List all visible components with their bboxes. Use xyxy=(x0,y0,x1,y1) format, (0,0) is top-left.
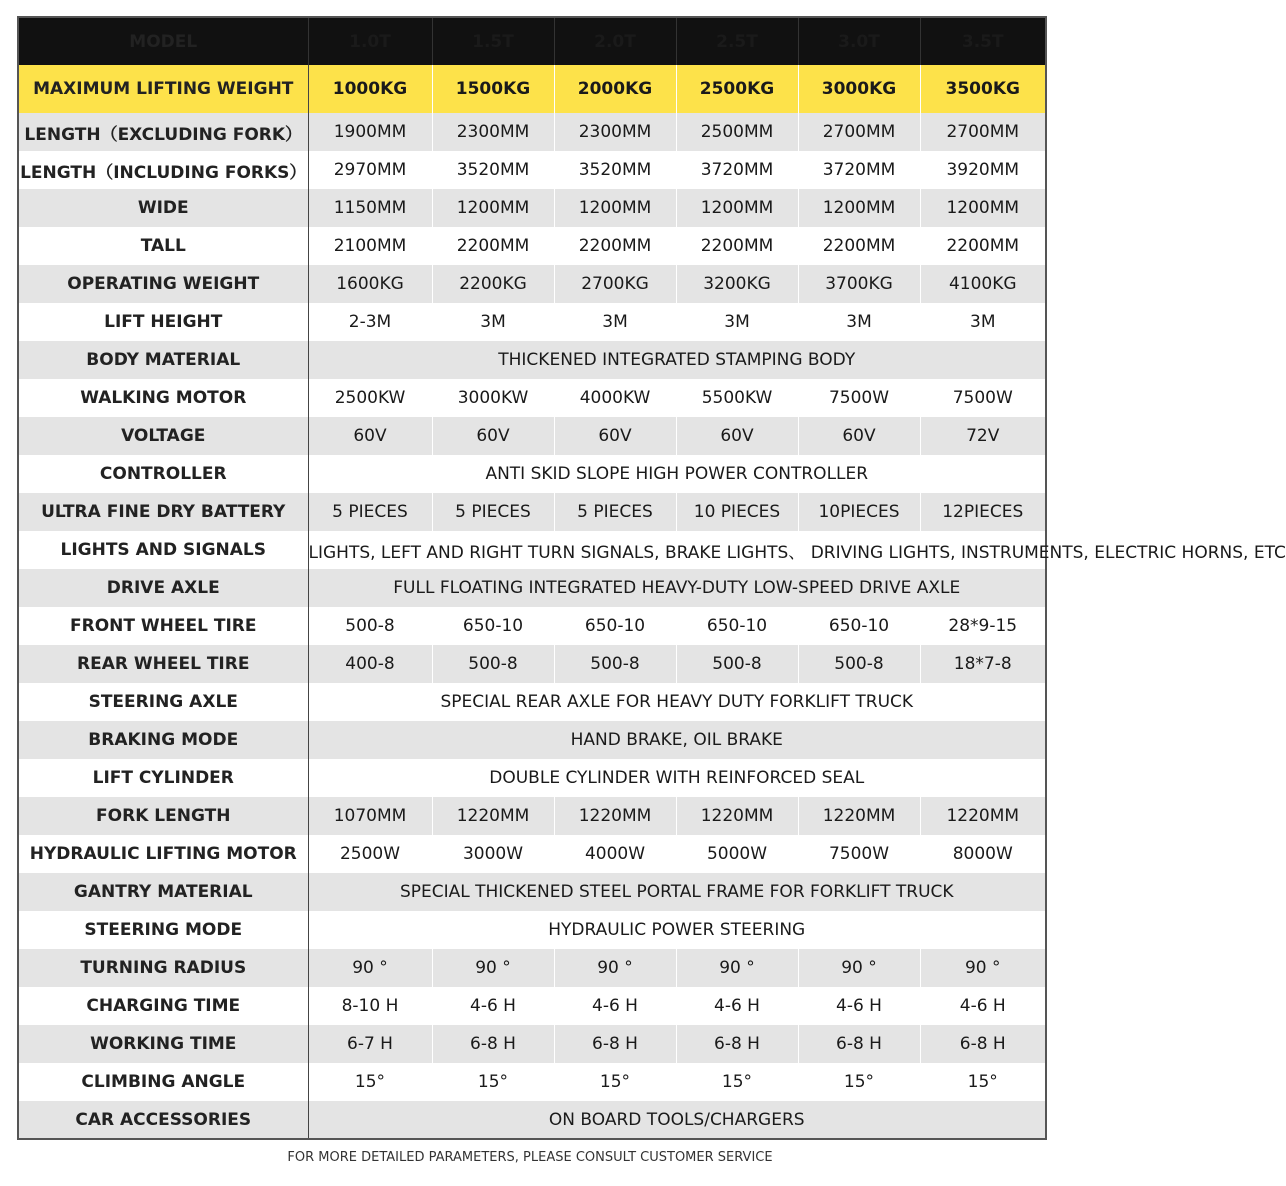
table-cell: 3M xyxy=(920,303,1046,341)
table-row xyxy=(18,1025,1046,1063)
table-cell: 3200KG xyxy=(676,265,798,303)
row-label: GANTRY MATERIAL xyxy=(18,873,308,911)
table-cell: 1500KG xyxy=(432,65,554,113)
table-cell: 90 ° xyxy=(308,949,432,987)
table-cell: 3520MM xyxy=(554,151,676,189)
table-row xyxy=(18,835,1046,873)
row-label: FORK LENGTH xyxy=(18,797,308,835)
table-cell: 60V xyxy=(554,417,676,455)
table-cell: 2-3M xyxy=(308,303,432,341)
table-cell: 1200MM xyxy=(554,189,676,227)
row-label: TALL xyxy=(18,227,308,265)
table-cell: 90 ° xyxy=(432,949,554,987)
model-header: 1.0T xyxy=(308,17,432,65)
row-label: FRONT WHEEL TIRE xyxy=(18,607,308,645)
table-cell: 4-6 H xyxy=(676,987,798,1025)
table-cell: 3720MM xyxy=(676,151,798,189)
table-row xyxy=(18,645,1046,683)
table-cell: 2500KG xyxy=(676,65,798,113)
row-label: ULTRA FINE DRY BATTERY xyxy=(18,493,308,531)
table-cell: 2200MM xyxy=(554,227,676,265)
table-cell: 90 ° xyxy=(676,949,798,987)
row-label: CLIMBING ANGLE xyxy=(18,1063,308,1101)
table-cell: 1900MM xyxy=(308,113,432,151)
row-label: REAR WHEEL TIRE xyxy=(18,645,308,683)
table-row xyxy=(18,607,1046,645)
table-cell: 3520MM xyxy=(432,151,554,189)
row-label: LENGTH（INCLUDING FORKS） xyxy=(18,151,308,189)
table-cell: 2200MM xyxy=(920,227,1046,265)
table-cell: 6-7 H xyxy=(308,1025,432,1063)
table-row xyxy=(18,113,1046,151)
row-label: WORKING TIME xyxy=(18,1025,308,1063)
row-label: LIFT CYLINDER xyxy=(18,759,308,797)
table-cell: 2200MM xyxy=(432,227,554,265)
table-cell: 90 ° xyxy=(798,949,920,987)
table-cell: 650-10 xyxy=(432,607,554,645)
row-label: BRAKING MODE xyxy=(18,721,308,759)
table-cell: 15° xyxy=(432,1063,554,1101)
row-label: WALKING MOTOR xyxy=(18,379,308,417)
spanned-cell: HYDRAULIC POWER STEERING xyxy=(308,911,1046,949)
table-row xyxy=(18,341,1046,379)
row-label: OPERATING WEIGHT xyxy=(18,265,308,303)
table-cell: 3M xyxy=(798,303,920,341)
table-row xyxy=(18,189,1046,227)
footer-note: FOR MORE DETAILED PARAMETERS, PLEASE CONSULT CUSTOMER SERVICE xyxy=(287,1150,773,1165)
table-cell: 1220MM xyxy=(432,797,554,835)
table-cell: 1600KG xyxy=(308,265,432,303)
table-cell: 1200MM xyxy=(920,189,1046,227)
model-header: 3.0T xyxy=(798,17,920,65)
model-header: 2.5T xyxy=(676,17,798,65)
table-cell: 60V xyxy=(308,417,432,455)
table-cell: 2700MM xyxy=(920,113,1046,151)
table-cell: 2500KW xyxy=(308,379,432,417)
table-cell: 1200MM xyxy=(798,189,920,227)
table-cell: 500-8 xyxy=(798,645,920,683)
table-cell: 10PIECES xyxy=(798,493,920,531)
table-cell: 2970MM xyxy=(308,151,432,189)
table-row xyxy=(18,987,1046,1025)
table-cell: 5 PIECES xyxy=(554,493,676,531)
table-cell: 15° xyxy=(308,1063,432,1101)
row-label: MAXIMUM LIFTING WEIGHT xyxy=(18,65,308,113)
table-cell: 60V xyxy=(676,417,798,455)
model-header: 1.5T xyxy=(432,17,554,65)
table-cell: 90 ° xyxy=(920,949,1046,987)
table-cell: 2500W xyxy=(308,835,432,873)
table-cell: 6-8 H xyxy=(432,1025,554,1063)
row-label: LENGTH（EXCLUDING FORK） xyxy=(18,113,308,151)
spanned-cell: LIGHTS, LEFT AND RIGHT TURN SIGNALS, BRAKE LIGHTS、 DRIVING LIGHTS, INSTRUMENTS, ELECTRIC HORNS, ETC xyxy=(308,531,1046,569)
table-row xyxy=(18,265,1046,303)
table-cell: 2000KG xyxy=(554,65,676,113)
table-cell: 1220MM xyxy=(554,797,676,835)
table-cell: 3720MM xyxy=(798,151,920,189)
table-row xyxy=(18,1063,1046,1101)
table-cell: 650-10 xyxy=(798,607,920,645)
table-cell: 2700MM xyxy=(798,113,920,151)
table-cell: 500-8 xyxy=(676,645,798,683)
model-header: 2.0T xyxy=(554,17,676,65)
table-row xyxy=(18,151,1046,189)
row-label: CONTROLLER xyxy=(18,455,308,493)
table-row xyxy=(18,911,1046,949)
table-row xyxy=(18,455,1046,493)
table-row xyxy=(18,683,1046,721)
spanned-cell: FULL FLOATING INTEGRATED HEAVY-DUTY LOW-SPEED DRIVE AXLE xyxy=(308,569,1046,607)
table-cell: 2200MM xyxy=(798,227,920,265)
table-cell: 650-10 xyxy=(676,607,798,645)
table-cell: 5500KW xyxy=(676,379,798,417)
table-cell: 2100MM xyxy=(308,227,432,265)
row-label: VOLTAGE xyxy=(18,417,308,455)
table-cell: 3700KG xyxy=(798,265,920,303)
table-row xyxy=(18,227,1046,265)
header-row xyxy=(18,17,1046,65)
row-label: TURNING RADIUS xyxy=(18,949,308,987)
table-cell: 72V xyxy=(920,417,1046,455)
max-lifting-weight-row xyxy=(18,65,1046,113)
spanned-cell: DOUBLE CYLINDER WITH REINFORCED SEAL xyxy=(308,759,1046,797)
table-cell: 2300MM xyxy=(432,113,554,151)
table-cell: 10 PIECES xyxy=(676,493,798,531)
table-cell: 4-6 H xyxy=(798,987,920,1025)
table-cell: 15° xyxy=(676,1063,798,1101)
row-label: HYDRAULIC LIFTING MOTOR xyxy=(18,835,308,873)
table-cell: 1200MM xyxy=(676,189,798,227)
table-cell: 4000W xyxy=(554,835,676,873)
table-cell: 2500MM xyxy=(676,113,798,151)
table-cell: 28*9-15 xyxy=(920,607,1046,645)
table-row xyxy=(18,569,1046,607)
table-cell: 7500W xyxy=(798,835,920,873)
table-cell: 3M xyxy=(554,303,676,341)
model-label: MODEL xyxy=(18,17,308,65)
table-cell: 5 PIECES xyxy=(308,493,432,531)
table-cell: 4-6 H xyxy=(920,987,1046,1025)
table-cell: 15° xyxy=(920,1063,1046,1101)
table-cell: 6-8 H xyxy=(676,1025,798,1063)
table-cell: 1220MM xyxy=(676,797,798,835)
table-cell: 2700KG xyxy=(554,265,676,303)
table-cell: 500-8 xyxy=(432,645,554,683)
table-cell: 400-8 xyxy=(308,645,432,683)
table-cell: 2300MM xyxy=(554,113,676,151)
table-cell: 18*7-8 xyxy=(920,645,1046,683)
table-cell: 1000KG xyxy=(308,65,432,113)
table-cell: 500-8 xyxy=(554,645,676,683)
table-cell: 4-6 H xyxy=(432,987,554,1025)
row-label: CAR ACCESSORIES xyxy=(18,1101,308,1139)
table-cell: 2200KG xyxy=(432,265,554,303)
table-cell: 4-6 H xyxy=(554,987,676,1025)
table-cell: 3000KW xyxy=(432,379,554,417)
table-cell: 3000KG xyxy=(798,65,920,113)
spec-table xyxy=(17,16,1286,1140)
table-cell: 3M xyxy=(432,303,554,341)
table-cell: 3500KG xyxy=(920,65,1046,113)
model-header: 3.5T xyxy=(920,17,1046,65)
table-cell: 2200MM xyxy=(676,227,798,265)
table-row xyxy=(18,531,1046,569)
table-row xyxy=(18,303,1046,341)
table-cell: 650-10 xyxy=(554,607,676,645)
table-cell: 7500W xyxy=(920,379,1046,417)
table-row xyxy=(18,417,1046,455)
table-row xyxy=(18,873,1046,911)
row-label: WIDE xyxy=(18,189,308,227)
table-cell: 8-10 H xyxy=(308,987,432,1025)
spanned-cell: SPECIAL REAR AXLE FOR HEAVY DUTY FORKLIFT TRUCK xyxy=(308,683,1046,721)
table-cell: 1150MM xyxy=(308,189,432,227)
table-row xyxy=(18,493,1046,531)
table-cell: 1070MM xyxy=(308,797,432,835)
table-cell: 90 ° xyxy=(554,949,676,987)
row-label: STEERING AXLE xyxy=(18,683,308,721)
table-cell: 5 PIECES xyxy=(432,493,554,531)
table-cell: 6-8 H xyxy=(554,1025,676,1063)
table-cell: 4100KG xyxy=(920,265,1046,303)
table-row xyxy=(18,721,1046,759)
table-cell: 8000W xyxy=(920,835,1046,873)
table-row xyxy=(18,379,1046,417)
table-cell: 1200MM xyxy=(432,189,554,227)
row-label: STEERING MODE xyxy=(18,911,308,949)
table-cell: 1220MM xyxy=(920,797,1046,835)
table-cell: 15° xyxy=(798,1063,920,1101)
row-label: DRIVE AXLE xyxy=(18,569,308,607)
table-row xyxy=(18,949,1046,987)
table-row xyxy=(18,1101,1046,1139)
spanned-cell: SPECIAL THICKENED STEEL PORTAL FRAME FOR FORKLIFT TRUCK xyxy=(308,873,1046,911)
table-cell: 12PIECES xyxy=(920,493,1046,531)
table-cell: 4000KW xyxy=(554,379,676,417)
table-cell: 60V xyxy=(798,417,920,455)
table-cell: 5000W xyxy=(676,835,798,873)
table-cell: 7500W xyxy=(798,379,920,417)
table-cell: 15° xyxy=(554,1063,676,1101)
spanned-cell: HAND BRAKE, OIL BRAKE xyxy=(308,721,1046,759)
table-cell: 6-8 H xyxy=(798,1025,920,1063)
row-label: LIGHTS AND SIGNALS xyxy=(18,531,308,569)
table-cell: 3000W xyxy=(432,835,554,873)
row-label: LIFT HEIGHT xyxy=(18,303,308,341)
table-row xyxy=(18,797,1046,835)
table-cell: 3M xyxy=(676,303,798,341)
spanned-cell: THICKENED INTEGRATED STAMPING BODY xyxy=(308,341,1046,379)
table-row xyxy=(18,759,1046,797)
spanned-cell: ANTI SKID SLOPE HIGH POWER CONTROLLER xyxy=(308,455,1046,493)
table-cell: 60V xyxy=(432,417,554,455)
table-cell: 6-8 H xyxy=(920,1025,1046,1063)
row-label: BODY MATERIAL xyxy=(18,341,308,379)
table-cell: 500-8 xyxy=(308,607,432,645)
row-label: CHARGING TIME xyxy=(18,987,308,1025)
table-cell: 1220MM xyxy=(798,797,920,835)
table-cell: 3920MM xyxy=(920,151,1046,189)
spanned-cell: ON BOARD TOOLS/CHARGERS xyxy=(308,1101,1046,1139)
